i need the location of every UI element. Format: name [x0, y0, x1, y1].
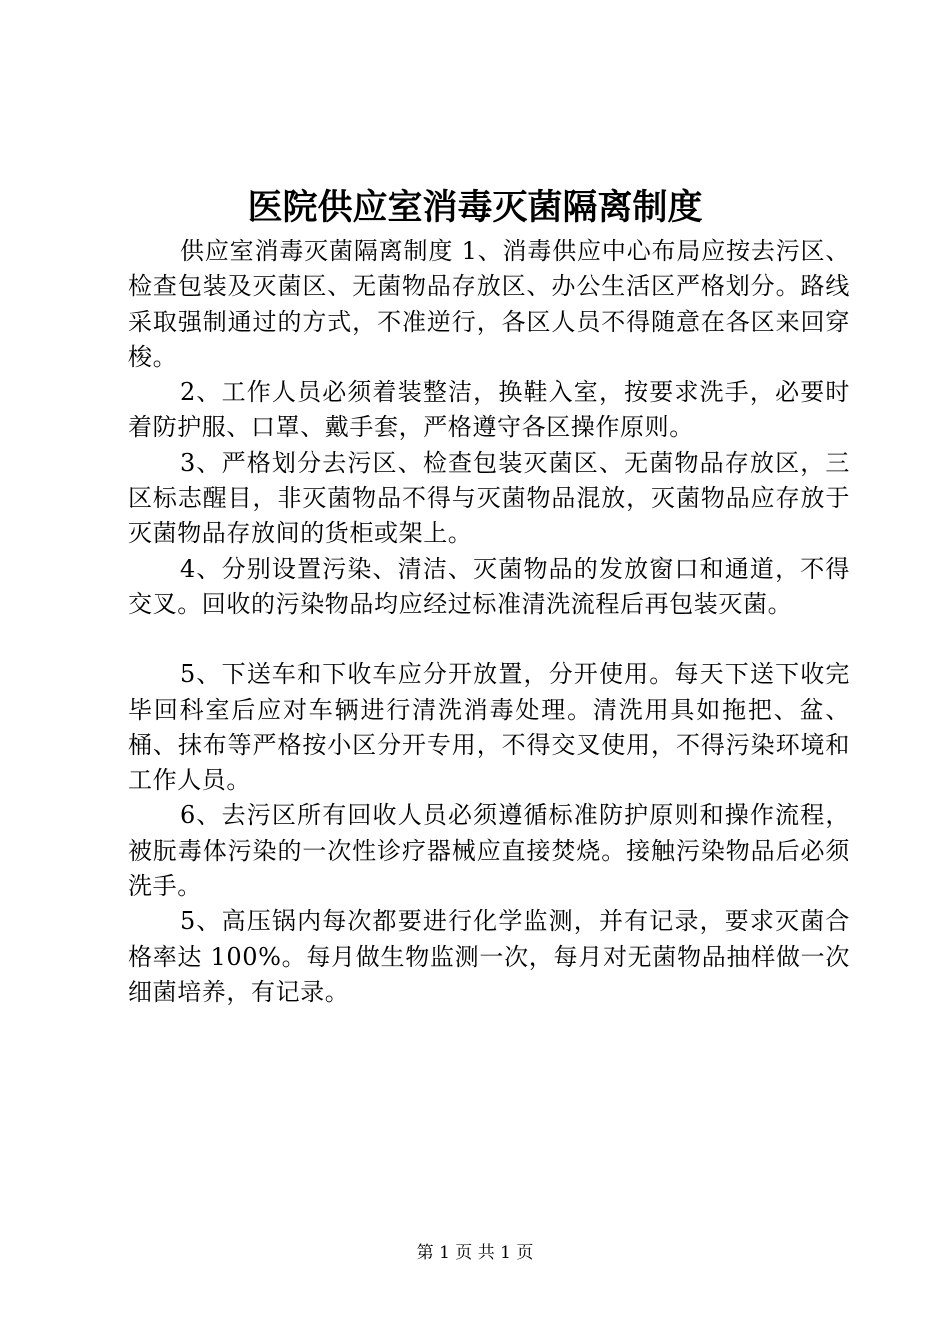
paragraph-6: 6、去污区所有回收人员必须遵循标准防护原则和操作流程，被朊毒体污染的一次性诊疗器械应直接焚烧。接触污染物品后必须洗手。 [128, 801, 850, 901]
document-body [128, 234, 850, 1010]
paragraph-1: 供应室消毒灭菌隔离制度 1、消毒供应中心布局应按去污区、检查包装及灭菌区、无菌物品存放区、办公生活区严格划分。路线采取强制通过的方式，不准逆行，各区人员不得随意在各区来回穿梭。 [128, 237, 850, 371]
page-footer: 第 1 页 共 1 页 [416, 1243, 534, 1263]
paragraph-4: 4、分别设置污染、清洁、灭菌物品的发放窗口和通道，不得交叉。回收的污染物品均应经过标准清洗流程后再包装灭菌。 [128, 554, 850, 618]
document-title: 医院供应室消毒灭菌隔离制度 [247, 187, 703, 228]
paragraph-3: 3、严格划分去污区、检查包装灭菌区、无菌物品存放区，三区标志醒目，非灭菌物品不得与灭菌物品混放，灭菌物品应存放于灭菌物品存放间的货柜或架上。 [128, 448, 850, 548]
paragraph-2: 2、工作人员必须着装整洁，换鞋入室，按要求洗手，必要时着防护服、口罩、戴手套，严格遵守各区操作原则。 [128, 378, 850, 442]
paragraph-5: 5、下送车和下收车应分开放置，分开使用。每天下送下收完毕回科室后应对车辆进行清洗消毒处理。清洗用具如拖把、盆、桶、抹布等严格按小区分开专用，不得交叉使用，不得污染环境和工作人员。 [128, 660, 850, 795]
paragraph-7: 5、高压锅内每次都要进行化学监测，并有记录，要求灭菌合格率达 100%。每月做生物监测一次，每月对无菌物品抽样做一次细菌培养，有记录。 [128, 907, 850, 1006]
